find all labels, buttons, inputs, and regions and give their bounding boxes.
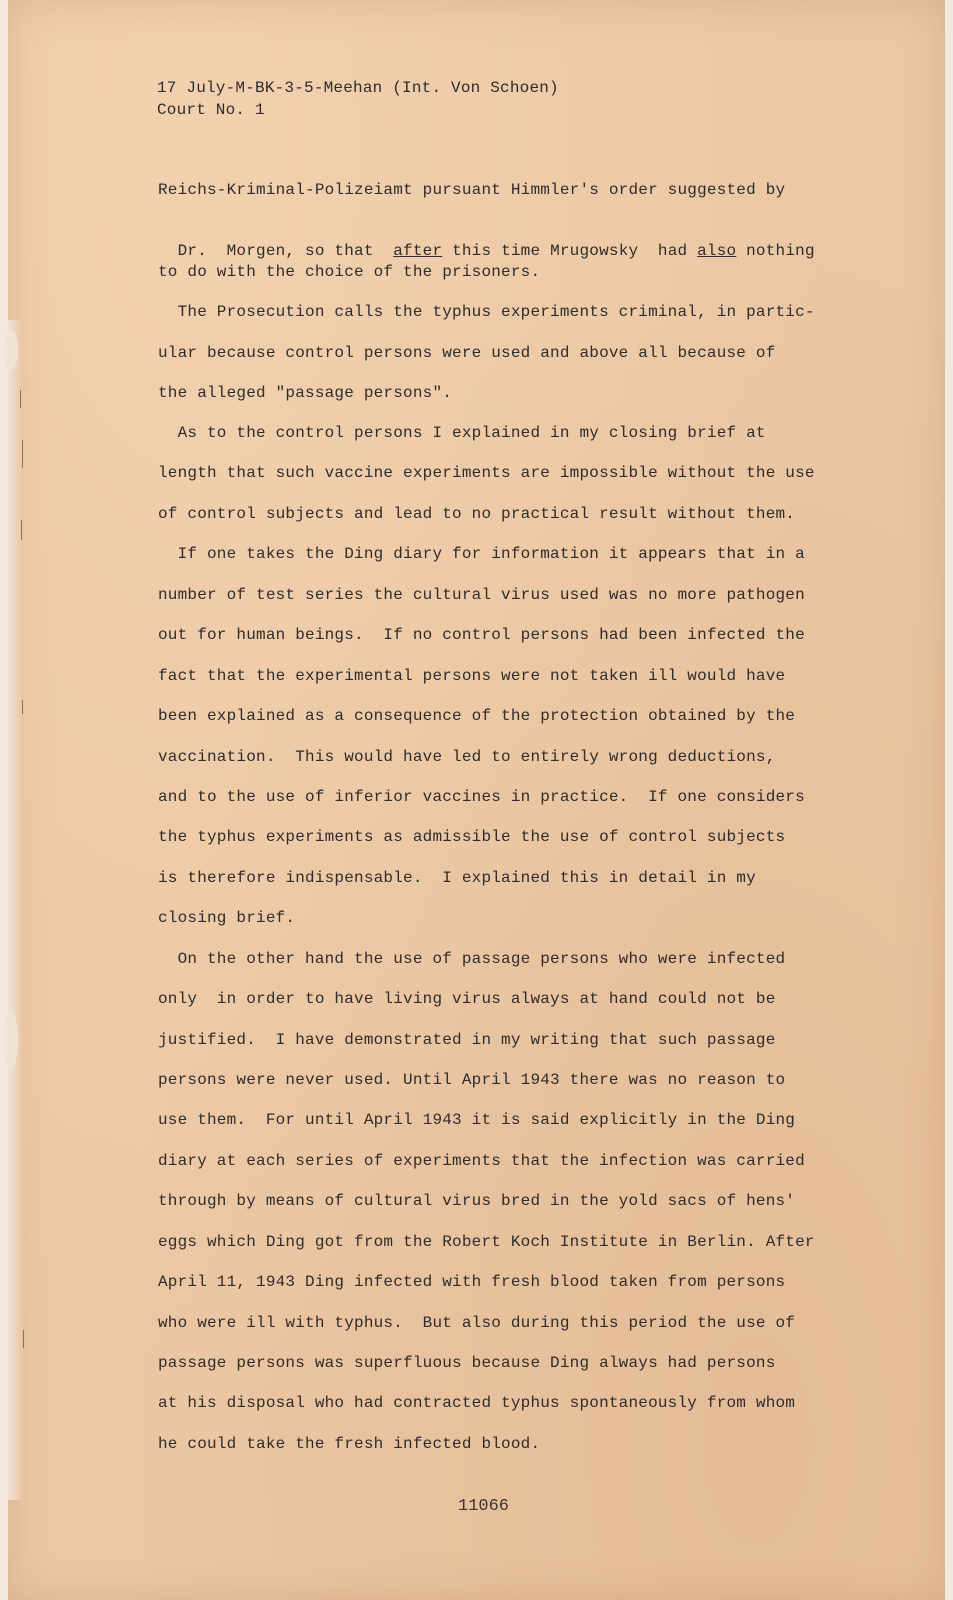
tear-mark (4, 1010, 18, 1070)
body-line: diary at each series of experiments that the infection was carried (158, 1152, 805, 1170)
body-line: persons were never used. Until April 1943 there was no reason to (158, 1071, 786, 1089)
tear-mark (4, 330, 18, 370)
body-line: eggs which Ding got from the Robert Koch Institute in Berlin. After (158, 1233, 815, 1251)
margin-mark (22, 700, 23, 714)
body-line-part: Dr. Morgen, so that (177, 242, 394, 260)
body-line: been explained as a consequence of the protection obtained by the (158, 707, 796, 725)
body-line: number of test series the cultural virus used was no more pathogen (158, 586, 805, 604)
body-line: use them. For until April 1943 it is said explicitly in the Ding (158, 1111, 796, 1129)
body-line: he could take the fresh infected blood. (158, 1435, 541, 1453)
body-line: April 11, 1943 Ding infected with fresh blood taken from persons (158, 1273, 786, 1291)
body-line: of control subjects and lead to no practical result without them. (158, 505, 796, 523)
body-line: closing brief. (158, 909, 296, 927)
body-line: vaccination. This would have led to entirely wrong deductions, (158, 748, 776, 766)
page-number: 11066 (458, 1497, 510, 1516)
body-line: As to the control persons I explained in my closing brief at (158, 424, 766, 442)
underlined-after: after (393, 242, 443, 260)
body-line: ular because control persons were used and above all because of (158, 344, 776, 362)
margin-mark (20, 390, 21, 408)
body-line: On the other hand the use of passage persons who were infected (158, 950, 786, 968)
body-line: through by means of cultural virus bred in the yold sacs of hens' (158, 1192, 796, 1210)
body-line: If one takes the Ding diary for information it appears that in a (158, 545, 805, 563)
margin-mark (22, 440, 23, 468)
body-line: the typhus experiments as admissible the use of control subjects (158, 828, 786, 846)
body-line-part: nothing (736, 242, 815, 260)
margin-mark (21, 520, 22, 540)
margin-mark (23, 1330, 24, 1348)
body-line: length that such vaccine experiments are impossible without the use (158, 464, 815, 482)
body-line: is therefore indispensable. I explained this in detail in my (158, 869, 756, 887)
header-line-2: Court No. 1 (157, 101, 265, 119)
body-line: and to the use of inferior vaccines in practice. If one considers (158, 788, 805, 806)
underlined-also: also (697, 242, 737, 260)
body-line: out for human beings. If no control persons had been infected the (158, 626, 805, 644)
body-line: fact that the experimental persons were not taken ill would have (158, 667, 786, 685)
body-line: who were ill with typhus. But also during this period the use of (158, 1314, 796, 1332)
body-line: passage persons was superfluous because Ding always had persons (158, 1354, 776, 1372)
body-line: The Prosecution calls the typhus experiments criminal, in partic- (158, 303, 815, 321)
page-left-shadow (8, 320, 22, 1500)
body-line: Reichs-Kriminal-Polizeiamt pursuant Himmler's order suggested by (158, 181, 786, 199)
body-line (158, 221, 815, 261)
body-line-part: this time Mrugowsky had (442, 242, 698, 260)
body-line: justified. I have demonstrated in my writing that such passage (158, 1031, 776, 1049)
body-line: only in order to have living virus always at hand could not be (158, 990, 776, 1008)
page-torn-edge (0, 0, 8, 1600)
body-line: the alleged "passage persons". (158, 384, 453, 402)
body-line: to do with the choice of the prisoners. (158, 263, 541, 281)
body-line: at his disposal who had contracted typhus spontaneously from whom (158, 1394, 796, 1412)
header-line-1: 17 July-M-BK-3-5-Meehan (Int. Von Schoen) (157, 79, 559, 97)
